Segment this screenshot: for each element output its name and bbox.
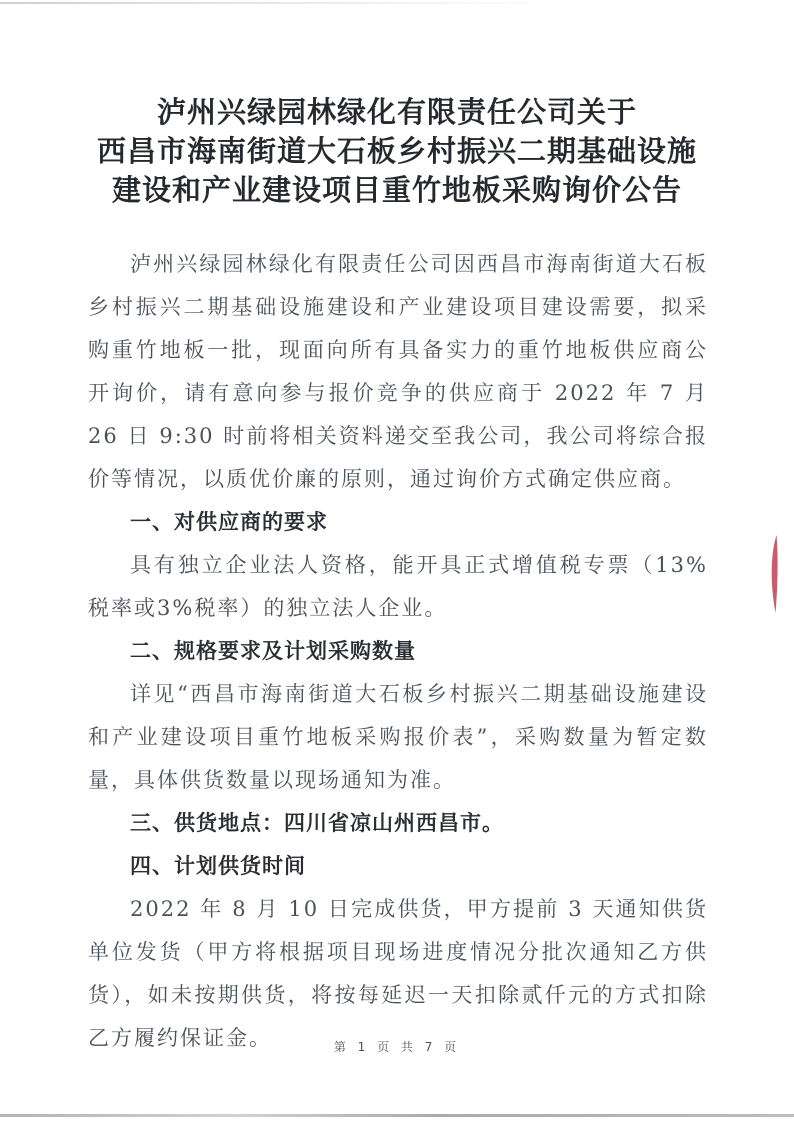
title-line-3: 建设和产业建设项目重竹地板采购询价公告 xyxy=(111,175,682,207)
scan-artifact-bottom-line xyxy=(0,1114,794,1117)
section-2-heading: 二、规格要求及计划采购数量 xyxy=(130,640,416,663)
document-title xyxy=(0,0,794,211)
section-4-heading: 四、计划供货时间 xyxy=(130,855,306,878)
section-1-paragraph: 具有独立企业法人资格，能开具正式增值税专票（13%税率或3%税率）的独立法人企业。 xyxy=(88,553,708,620)
section-3-heading-location: 三、供货地点：四川省凉山州西昌市。 xyxy=(130,812,504,835)
section-1-heading: 一、对供应商的要求 xyxy=(130,511,328,534)
section-2-paragraph: 详见“西昌市海南街道大石板乡村振兴二期基础设施建设和产业建设项目重竹地板采购报价表”，采购数量为暂定数量，具体供货数量以现场通知为准。 xyxy=(88,682,708,792)
section-4-paragraph: 2022 年 8 月 10 日完成供货，甲方提前 3 天通知供货单位发货（甲方将根据项目现场进度情况分批次通知乙方供货），如未按期供货，将按每延迟一天扣除贰仟元的方式扣除乙方履约保证金。 xyxy=(88,897,708,1050)
red-pen-mark xyxy=(762,534,782,614)
title-line-1: 泸州兴绿园林绿化有限责任公司关于 xyxy=(156,97,637,129)
scan-artifact-top-line xyxy=(0,2,556,4)
title-line-2: 西昌市海南街道大石板乡村振兴二期基础设施 xyxy=(96,136,697,168)
intro-paragraph: 泸州兴绿园林绿化有限责任公司因西昌市海南街道大石板乡村振兴二期基础设施建设和产业建设项目建设需要，拟采购重竹地板一批，现面向所有具备实力的重竹地板供应商公开询价，请有意向参与报价竞争的供应商于 2022 年 7 月 26 日 9:30 时前将相关资料递交至我公司，我公司将综合报价等情况，以质优价廉的原则，通过询价方式确定供应商。 xyxy=(88,252,708,491)
document-body xyxy=(88,243,708,1060)
page-number: 第 1 页 共 7 页 xyxy=(333,1040,461,1054)
